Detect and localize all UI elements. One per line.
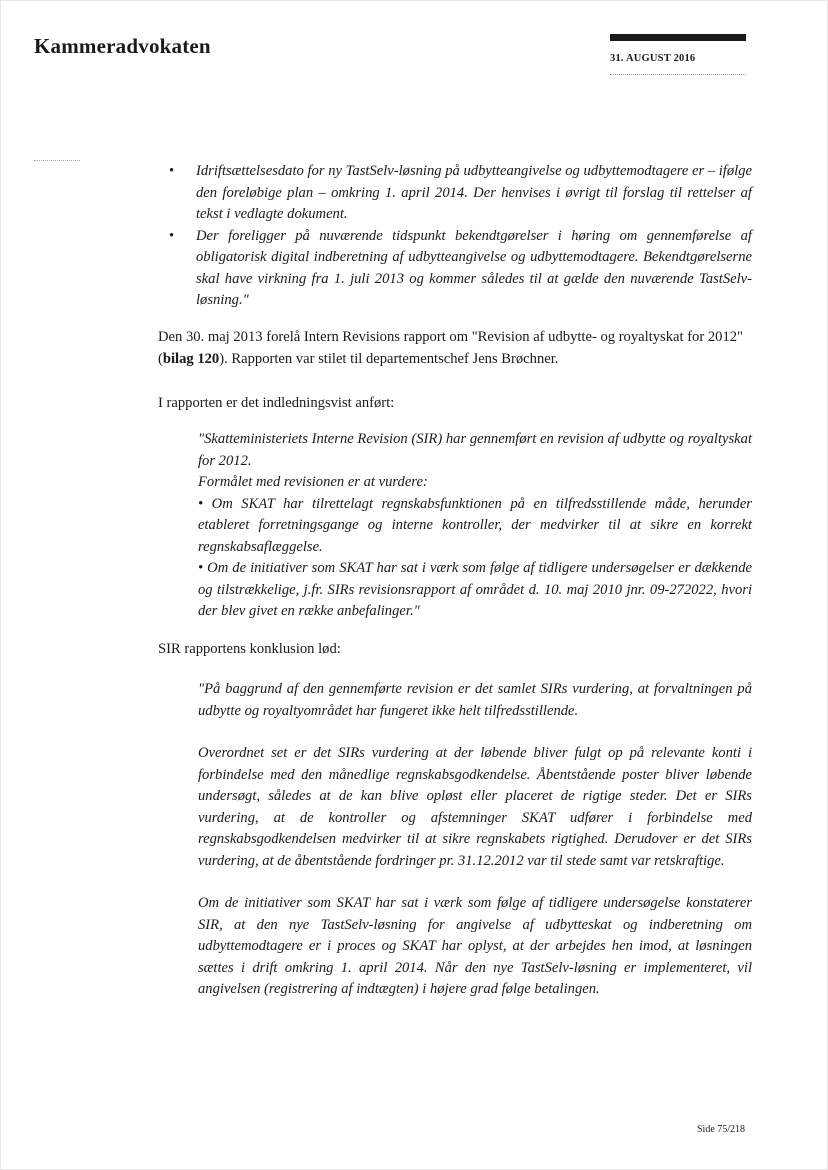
quote-paragraph: Om de initiativer som SKAT har sat i værk som følge af tidligere undersøgelse konstaterer SIR, at den nye TastSelv-løsning for angivelse af udbytteskat og indberetning om udbyttemodtagere er i proces og SKAT har oplyst, at der arbejdes hen imod, at løsningen sættes i drift omkring 1. april 2014. Når den nye TastSelv-løsning er implementeret, vil angivelsen (registrering af indtægten) i højere grad følge betalingen.	[198, 895, 752, 997]
header-rule	[610, 34, 746, 41]
quote-paragraph: Overordnet set er det SIRs vurdering at der løbende bliver fulgt op på relevante konti i forbindelse med den månedlige regnskabsgodkendelse. Åbentstående poster bliver løbende undersøgt, således at de kan blive opløst eller placeret de rigtige steder. Det er SIRs vurdering, at de kontroller og afstemninger SKAT udfører i forbindelse med regnskabsgodkendelsen medvirker til at sikre regnskabets rigtighed. Derudover er det SIRs vurdering, at de åbentstående fordringer pr. 31.12.2012 var til stede samt var retskraftige.	[198, 745, 752, 869]
body-paragraph: Den 30. maj 2013 forelå Intern Revisions rapport om "Revision af udbytte- og royaltyskat for 2012" (bilag 120). Rapporten var stilet til departementschef Jens Brøchner.	[158, 329, 744, 367]
body-paragraph: I rapporten er det indledningsvist anført:	[158, 395, 395, 411]
quote-paragraph: "På baggrund af den gennemførte revision er det samlet SIRs vurdering, at forvaltningen på udbytte og royaltyområdet har fungeret ikke helt tilfredsstillende.	[198, 681, 752, 719]
page-number: Side 75/218	[697, 1124, 746, 1135]
quote-line: • Om SKAT har tilrettelagt regnskabsfunktionen på en tilfredsstillende måde, herunder etableret forretningsgange og interne kontroller, der medvirker til at sikre en korrekt regnskabsaflæggelse.	[198, 495, 752, 555]
quote-line: • Om de initiativer som SKAT har sat i værk som følge af tidligere undersøgelser er dækkende og tilstrækkelige, j.fr. SIRs revisionsrapport af området d. 10. maj 2010 jnr. 09-272022, hvori der blev givet en række anbefalinger."	[198, 560, 752, 619]
quoted-bullet-list	[158, 161, 752, 312]
list-item: • Idriftsættelsesdato for ny TastSelv-løsning på udbytteangivelse og udbyttemodtagere er – ifølge den foreløbige plan – omkring 1. april 2014. Der henvises i øvrigt til forslag til rettelser af tekst i vedlagte dokument.	[158, 161, 752, 226]
body-paragraph: SIR rapportens konklusion lød:	[158, 641, 341, 657]
date-underline	[610, 74, 746, 75]
margin-mark	[34, 160, 80, 161]
quote-line: Formålet med revisionen er at vurdere:	[198, 474, 428, 490]
block-quote	[198, 429, 752, 623]
firm-name: Kammeradvokaten	[34, 34, 211, 58]
quote-line: "Skatteministeriets Interne Revision (SIR) har gennemført en revision af udbytte og royaltyskat for 2012.	[198, 431, 752, 469]
document-date: 31. AUGUST 2016	[610, 53, 696, 64]
exhibit-reference: bilag 120	[162, 350, 220, 367]
block-quote	[198, 679, 752, 1001]
list-item: • Der foreligger på nuværende tidspunkt bekendtgørelser i høring om gennemførelse af obligatorisk digital indberetning af udbytteangivelse og udbyttemodtagere. Bekendtgørelserne skal have virkning fra 1. juli 2013 og kommer således til at gælde den nuværende TastSelv-løsning."	[158, 226, 752, 312]
